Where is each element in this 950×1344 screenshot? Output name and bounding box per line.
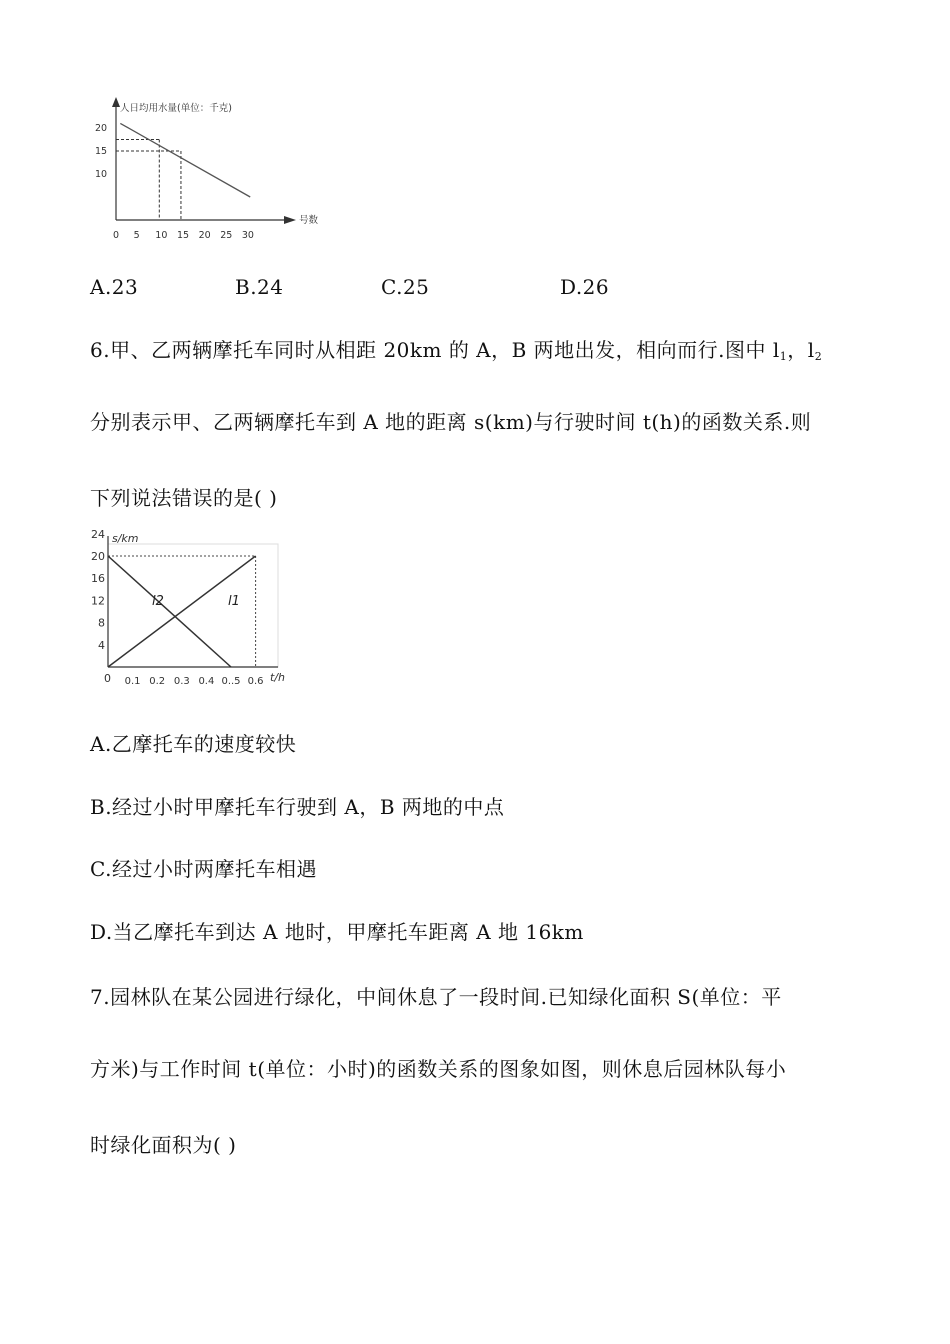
x-tick-label: 10 [155, 230, 168, 241]
x-axis-arrow [284, 216, 296, 224]
y-tick-label: 16 [91, 572, 105, 586]
q6-stem-part-a: 6.甲、乙两辆摩托车同时从相距 20km 的 A，B 两地出发，相向而行.图中 l [90, 338, 780, 362]
x-tick-label: 0.1 [124, 676, 141, 687]
x-axis-label: 号数 [299, 215, 319, 226]
q7-stem-line1: 7.园林队在某公园进行绿化，中间休息了一段时间.已知绿化面积 S(单位：平 [90, 985, 782, 1009]
q6-option-a: A.乙摩托车的速度较快 [90, 732, 297, 756]
distance-time-chart [90, 530, 300, 690]
q6-subscript-1: 1 [779, 350, 788, 363]
y-tick-label: 24 [91, 530, 105, 541]
x-tick-label: 15 [176, 230, 190, 241]
x-tick-label: 0.4 [198, 676, 215, 687]
q6-subscript-2: 2 [814, 350, 823, 363]
x-axis-label: t/h [270, 671, 285, 684]
y-tick-label: 10 [95, 169, 108, 180]
q5-option-a: A.23 [90, 275, 139, 299]
l2-label: l2 [152, 594, 164, 609]
q6-option-d: D.当乙摩托车到达 A 地时，甲摩托车距离 A 地 16km [90, 920, 584, 944]
x-tick-label: 25 [220, 230, 233, 241]
q6-stem-line1 [90, 338, 822, 369]
x-tick-label: 0.3 [173, 676, 190, 687]
origin-label: 0 [104, 672, 111, 685]
y-tick-label: 20 [91, 550, 105, 563]
x-tick-label: 0.2 [149, 676, 166, 687]
y-axis-label: 人日均用水量(单位：千克) [120, 103, 232, 114]
y-tick-label: 4 [98, 638, 105, 652]
y-axis-arrow [112, 97, 120, 107]
q7-stem-line2: 方米)与工作时间 t(单位：小时)的函数关系的图象如图，则休息后园林队每小 [90, 1057, 787, 1081]
y-axis-label: s/km [112, 532, 139, 545]
q5-option-b: B.24 [235, 275, 284, 299]
y-tick-label: 12 [91, 594, 105, 608]
usage-line [120, 123, 250, 197]
x-tick-label: 30 [241, 230, 254, 241]
x-tick-label: 0..5 [221, 676, 241, 687]
q6-option-c: C.经过小时两摩托车相遇 [90, 857, 317, 881]
q7-stem-line3: 时绿化面积为( ) [90, 1133, 237, 1157]
q6-stem-part-b: ，l [787, 338, 815, 362]
q6-stem-line3: 下列说法错误的是( ) [90, 486, 278, 510]
q5-option-d: D.26 [560, 275, 610, 299]
x-tick-label: 0 [113, 230, 120, 241]
q6-option-b: B.经过小时甲摩托车行驶到 A，B 两地的中点 [90, 795, 505, 819]
l1-label: l1 [228, 594, 240, 609]
line-l1 [108, 556, 256, 667]
q5-option-c: C.25 [381, 275, 430, 299]
y-tick-label: 8 [98, 616, 105, 630]
y-tick-label: 20 [95, 123, 108, 134]
y-tick-label: 15 [95, 146, 108, 157]
x-tick-label: 0.6 [247, 676, 264, 687]
q6-stem-line2: 分别表示甲、乙两辆摩托车到 A 地的距离 s(km)与行驶时间 t(h)的函数关系.则 [90, 410, 812, 434]
line-l2 [108, 556, 231, 667]
water-usage-chart [90, 95, 330, 245]
x-tick-label: 5 [133, 230, 140, 241]
x-tick-label: 20 [198, 230, 211, 241]
